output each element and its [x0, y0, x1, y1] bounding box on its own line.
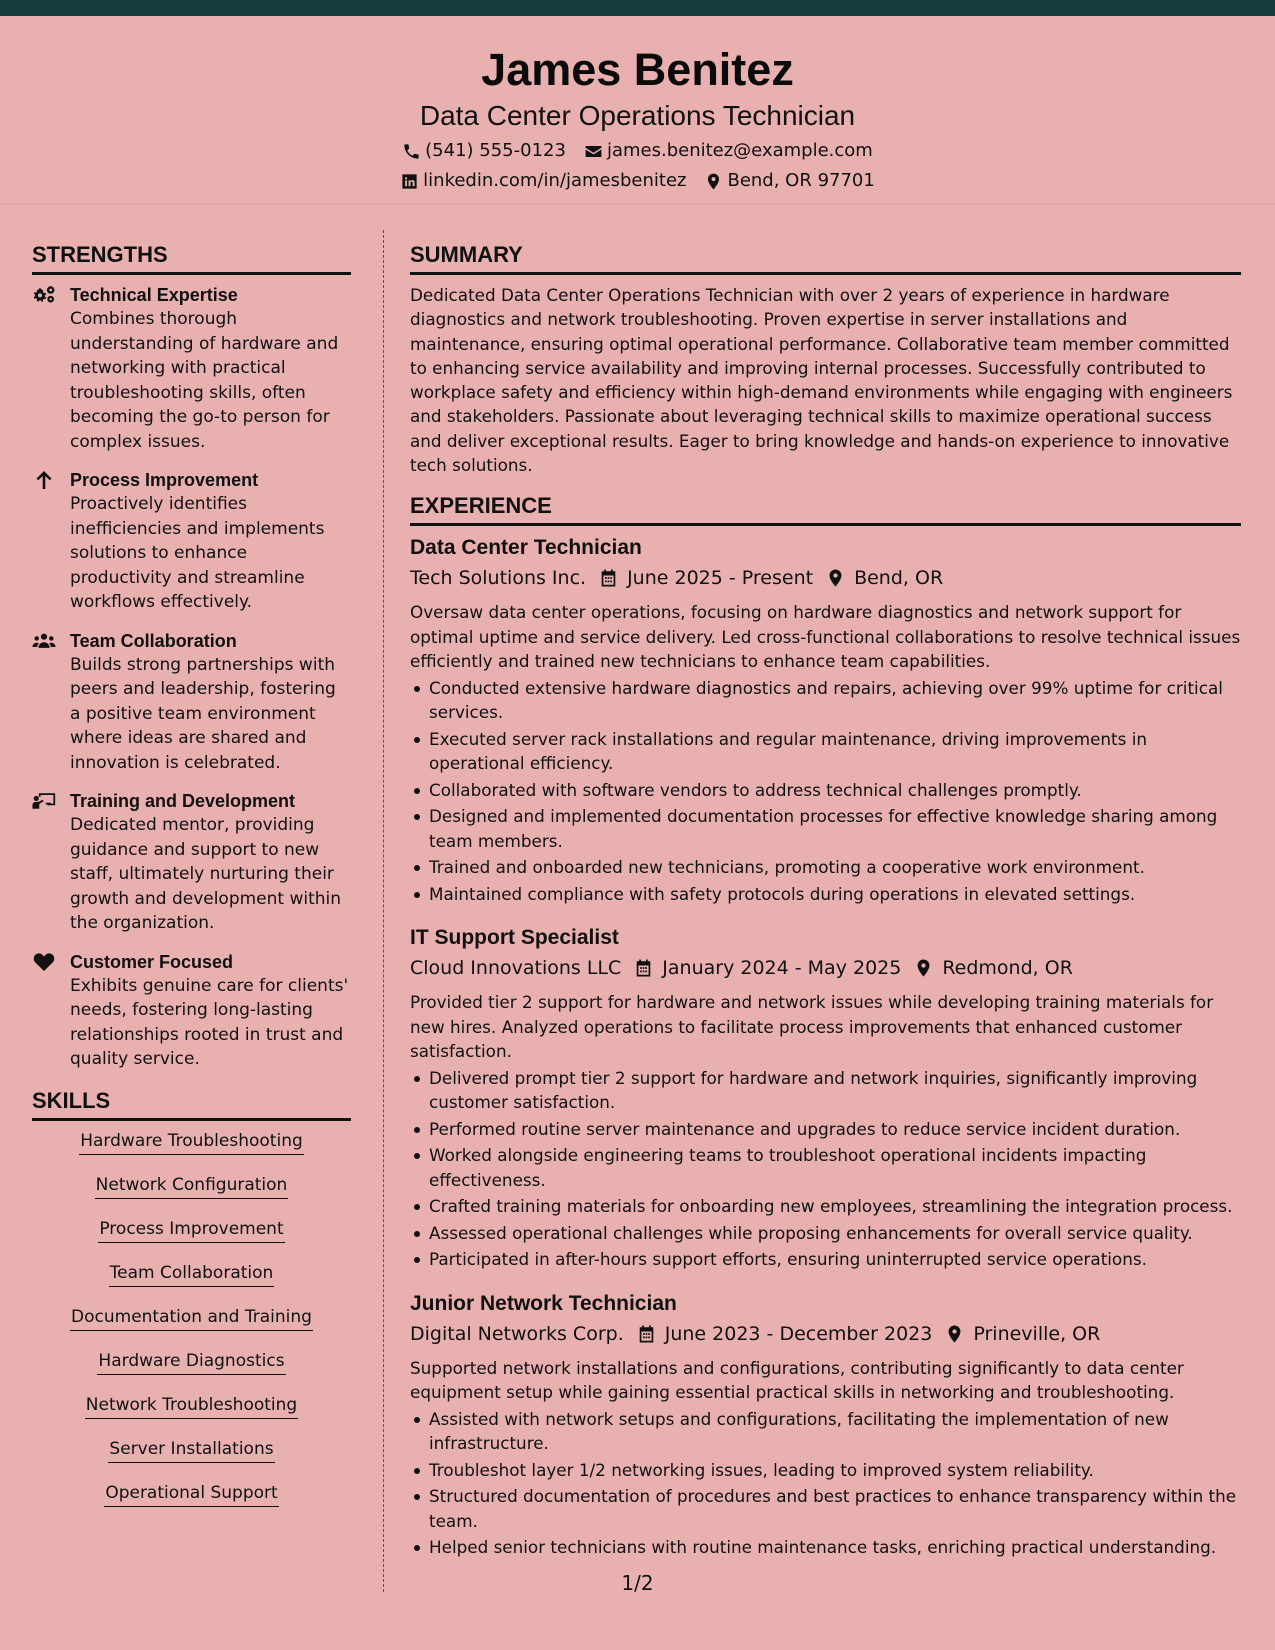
envelope-icon	[584, 142, 603, 161]
job-description: Supported network installations and configurations, contributing significantly to data center equipment setup while gaining essential practical skills in networking and troubleshooting.	[410, 1357, 1184, 1403]
strength-item	[32, 629, 351, 776]
job-bullet: Collaborated with software vendors to address technical challenges promptly.	[410, 778, 1241, 803]
job-bullet: Assisted with network setups and configurations, facilitating the implementation of new infrastructure.	[410, 1407, 1241, 1456]
strength-title: Team Collaboration	[70, 630, 237, 651]
contact-row-1	[0, 139, 1275, 163]
job-location: Prineville, OR	[973, 1322, 1101, 1345]
strength-title: Customer Focused	[70, 951, 234, 972]
phone-text: (541) 555-0123	[425, 140, 566, 161]
job-bullet: Crafted training materials for onboarding new employees, streamlining the integration process.	[410, 1194, 1241, 1219]
header-separator	[0, 204, 1275, 205]
linkedin-icon	[400, 172, 419, 191]
job-title: Junior Network Technician	[410, 1291, 677, 1315]
strength-item	[32, 789, 351, 936]
strength-title: Process Improvement	[70, 470, 259, 490]
job-bullet: Maintained compliance with safety protocols during operations in elevated settings.	[410, 882, 1241, 907]
resume-header	[0, 16, 1275, 204]
heart-icon	[32, 952, 56, 972]
strength-item	[32, 468, 351, 615]
strength-item	[32, 283, 351, 454]
skill-item: Hardware Diagnostics	[97, 1349, 285, 1375]
job-location: Redmond, OR	[942, 957, 1073, 980]
job-meta	[410, 1320, 1241, 1348]
strength-desc: Builds strong partnerships with peers and leadership, fostering a positive team environment where ideas are shared and innovation is celebrated.	[70, 654, 336, 773]
map-marker-icon	[827, 568, 844, 588]
location-contact	[704, 169, 874, 193]
skill-item: Operational Support	[104, 1481, 278, 1507]
linkedin-text[interactable]: linkedin.com/in/jamesbenitez	[423, 170, 687, 191]
job-bullet: Troubleshot layer 1/2 networking issues, leading to improved system reliability.	[410, 1458, 1241, 1483]
job-bullets	[410, 1066, 1241, 1272]
calendar-icon	[600, 568, 617, 588]
left-column	[32, 240, 351, 1525]
strength-desc: Proactively identifies inefficiencies and implements solutions to enhance productivity and streamline workflows effectively.	[70, 494, 325, 612]
calendar-icon	[635, 958, 652, 978]
job-entry	[410, 534, 1241, 906]
top-bar	[0, 0, 1275, 16]
linkedin-contact[interactable]	[400, 169, 686, 193]
job-bullet: Structured documentation of procedures and best practices to enhance transparency within the team.	[410, 1484, 1241, 1533]
job-dates: January 2024 - May 2025	[662, 957, 902, 980]
candidate-name: James Benitez	[481, 44, 794, 95]
skill-item: Hardware Troubleshooting	[79, 1129, 304, 1155]
contact-row-2	[0, 169, 1275, 193]
job-title: IT Support Specialist	[410, 926, 619, 950]
job-description: Oversaw data center operations, focusing on hardware diagnostics and network support for optimal uptime and service delivery. Led cross-functional collaborations to resolve technical issues efficiently and trained new technicians to enhance team capabilities.	[410, 602, 1241, 672]
job-dates: June 2023 - December 2023	[664, 1322, 933, 1345]
skills-list	[32, 1129, 351, 1525]
skill-item: Network Troubleshooting	[85, 1393, 298, 1419]
email-text[interactable]: james.benitez@example.com	[606, 140, 873, 161]
strength-title: Technical Expertise	[70, 285, 238, 305]
calendar-icon	[638, 1324, 655, 1344]
job-location: Bend, OR	[854, 567, 944, 590]
skill-item: Server Installations	[108, 1437, 274, 1463]
job-meta	[410, 564, 1241, 592]
job-bullet: Performed routine server maintenance and upgrades to reduce service incident duration.	[410, 1117, 1241, 1142]
job-company: Cloud Innovations LLC	[410, 957, 622, 980]
job-entry	[410, 924, 1241, 1272]
strength-desc: Combines thorough understanding of hardware and networking with practical troubleshooting skills, often becoming the go-to person for complex issues.	[70, 309, 339, 452]
job-title: Data Center Technician	[410, 536, 642, 560]
map-marker-icon	[946, 1324, 963, 1344]
job-meta	[410, 954, 1241, 982]
job-description: Provided tier 2 support for hardware and network issues while developing training materials for new hires. Analyzed operations to facilitate process improvements that enhanced customer satisfaction.	[410, 992, 1214, 1062]
job-bullet: Designed and implemented documentation processes for effective knowledge sharing among team members.	[410, 804, 1241, 853]
experience-heading: EXPERIENCE	[410, 491, 1241, 526]
job-entry	[410, 1290, 1241, 1560]
job-bullet: Conducted extensive hardware diagnostics and repairs, achieving over 99% uptime for critical services.	[410, 676, 1241, 725]
email-contact[interactable]	[584, 139, 873, 163]
job-bullets	[410, 1407, 1241, 1560]
candidate-title: Data Center Operations Technician	[419, 100, 856, 131]
skill-item: Network Configuration	[95, 1173, 289, 1199]
job-company: Tech Solutions Inc.	[410, 567, 587, 590]
job-bullet: Helped senior technicians with routine maintenance tasks, enriching practical understanding.	[410, 1535, 1241, 1560]
summary-text: Dedicated Data Center Operations Technician with over 2 years of experience in hardware diagnostics and network troubleshooting. Proven expertise in server installations and maintenance, ensuring optimal operational performance. Collaborative team member committed to enhancing service availability and improving internal processes. Successfully contributed to workplace safety and efficiency within high-demand environments while engaging with engineers and stakeholders. Passionate about leveraging technical skills to maximize operational success and deliver exceptional results. Eager to bring knowledge and hands-on experience to innovative tech solutions.	[410, 285, 1233, 476]
job-bullet: Assessed operational challenges while proposing enhancements for overall service quality.	[410, 1221, 1241, 1246]
skill-item: Team Collaboration	[109, 1261, 275, 1287]
strengths-heading: STRENGTHS	[32, 240, 351, 275]
strength-desc: Exhibits genuine care for clients' needs, fostering long-lasting relationships rooted in trust and quality service.	[70, 975, 349, 1069]
job-bullet: Worked alongside engineering teams to troubleshoot operational incidents impacting effectiveness.	[410, 1143, 1241, 1192]
job-bullet: Executed server rack installations and regular maintenance, driving improvements in operational efficiency.	[410, 727, 1241, 776]
job-dates: June 2025 - Present	[627, 567, 814, 590]
job-bullet: Delivered prompt tier 2 support for hardware and network inquiries, significantly improving customer satisfaction.	[410, 1066, 1241, 1115]
phone-icon	[402, 142, 421, 161]
map-marker-icon	[915, 958, 932, 978]
strength-item	[32, 950, 351, 1072]
skills-heading: SKILLS	[32, 1086, 351, 1121]
right-column	[410, 240, 1241, 1578]
job-company: Digital Networks Corp.	[410, 1322, 624, 1345]
arrow-up-icon	[32, 470, 56, 490]
summary-heading: SUMMARY	[410, 240, 1241, 275]
map-marker-icon	[704, 172, 723, 191]
column-divider	[383, 230, 384, 1592]
chalkboard-teacher-icon	[32, 791, 56, 811]
job-bullet: Participated in after-hours support efforts, ensuring uninterrupted service operations.	[410, 1247, 1241, 1272]
job-bullet: Trained and onboarded new technicians, promoting a cooperative work environment.	[410, 855, 1241, 880]
job-bullets	[410, 676, 1241, 907]
gears-icon	[32, 285, 56, 305]
skill-item: Process Improvement	[98, 1217, 284, 1243]
skill-item: Documentation and Training	[70, 1305, 313, 1331]
strength-desc: Dedicated mentor, providing guidance and support to new staff, ultimately nurturing their growth and development within the organization.	[70, 815, 342, 933]
strength-title: Training and Development	[70, 791, 296, 811]
users-icon	[32, 631, 56, 651]
phone-contact	[402, 139, 566, 163]
location-text: Bend, OR 97701	[727, 170, 875, 191]
page-number: 1/2	[621, 1571, 654, 1595]
